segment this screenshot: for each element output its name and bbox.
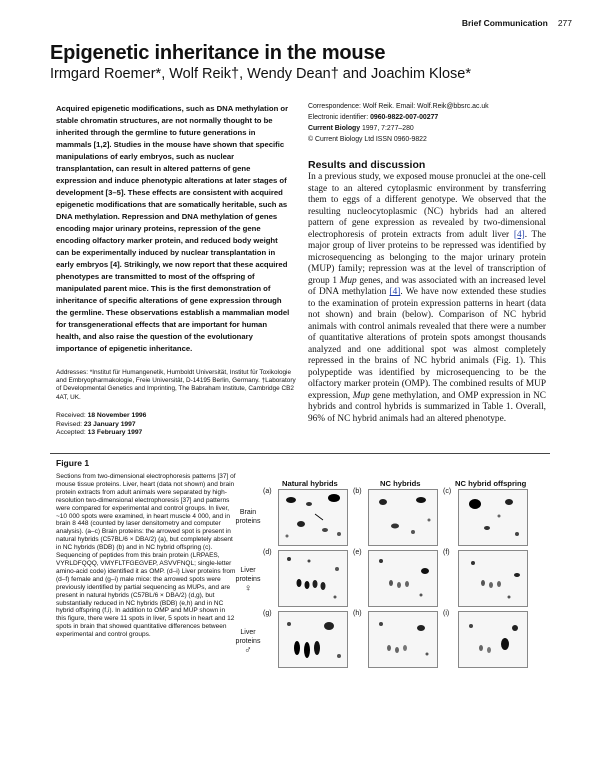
row-label-line: Liver bbox=[240, 567, 256, 574]
body-text-part: . The major group of liver proteins to be repressed was identified by microsequencing as belonging to the major urinary protein (MUP) family; repression was at the level of transcription of group 1 bbox=[308, 229, 547, 286]
column-header-offspring: NC hybrid offspring bbox=[455, 479, 527, 488]
panel-label-c: (c) bbox=[443, 488, 452, 495]
gel-panel-d bbox=[278, 550, 348, 607]
revised-date: 23 January 1997 bbox=[83, 420, 136, 428]
revised-label: Revised: bbox=[56, 420, 83, 428]
journal-name: Current Biology bbox=[308, 125, 361, 132]
accepted-label: Accepted: bbox=[56, 429, 86, 437]
accepted-date: 13 February 1997 bbox=[87, 429, 143, 437]
gel-panel-g bbox=[278, 611, 348, 668]
copyright: © Current Biology Ltd ISSN 0960-9822 bbox=[308, 136, 427, 143]
article-title: Epigenetic inheritance in the mouse bbox=[50, 42, 386, 64]
row-label-liver-female bbox=[232, 566, 264, 593]
column-header-natural: Natural hybrids bbox=[282, 479, 338, 488]
row-label-line: proteins bbox=[235, 576, 261, 583]
running-header bbox=[462, 18, 572, 28]
row-label-line: proteins bbox=[235, 518, 261, 525]
gel-panel-b bbox=[368, 489, 438, 546]
electronic-identifier: 0960-9822-007-00277 bbox=[370, 114, 439, 121]
figure-divider bbox=[50, 453, 550, 454]
dates bbox=[56, 412, 146, 438]
received-label: Received: bbox=[56, 412, 86, 419]
eid-label: Electronic identifier: bbox=[308, 114, 369, 121]
panel-label-i: (i) bbox=[443, 610, 450, 617]
page-number: 277 bbox=[557, 18, 572, 28]
row-label-liver-male bbox=[232, 628, 264, 655]
panel-label-e: (e) bbox=[353, 549, 362, 556]
male-symbol: ♂ bbox=[244, 645, 252, 656]
article-meta bbox=[308, 101, 489, 145]
abstract: Acquired epigenetic modifications, such as DNA methylation or stable chromatin structures, are not normally thought to be inherited through the germline to future generations in mammals [1,2]. Studies in the mouse have shown that specific manipulations of early embryos, such as nuclear transplantation, can result in altered patterns of gene expression and induce phenotypic alterations at later stages of development [3–5]. These effects are consistent with acquired epigenetic modifications that are somatically heritable, such as DNA methylation. Repression and DNA methylation of genes encoding major urinary proteins, repression of the gene encoding olfactory marker protein, and reduced body weight can be experimentally induced by nuclear transplantation in early embryos [4]. Strikingly, we now report that these acquired phenotypes are transmitted to most of the offspring of manipulated parent mice. This is the first demonstration of inheritance of specific alterations of gene expression through the germline. These observations establish a mammalian model for transgenerational effects that are important for human health, and also raise the question of the evolutionary importance of epigenetic inheritance. bbox=[56, 104, 290, 353]
gel-panel-e bbox=[368, 550, 438, 607]
gel-panel-a bbox=[278, 489, 348, 546]
row-label-brain bbox=[232, 508, 264, 526]
panel-label-a: (a) bbox=[263, 488, 272, 495]
author-list: Irmgard Roemer*, Wolf Reik†, Wendy Dean† and Joachim Klose* bbox=[50, 66, 471, 82]
gel-panel-c bbox=[458, 489, 528, 546]
section-name: Brief Communication bbox=[461, 18, 548, 28]
gel-panel-i bbox=[458, 611, 528, 668]
body-text bbox=[308, 172, 546, 425]
received-date: 18 November 1996 bbox=[87, 412, 147, 419]
citation: 1997, 7:277–280 bbox=[362, 125, 414, 132]
panel-label-b: (b) bbox=[353, 488, 362, 495]
figure-label: Figure 1 bbox=[56, 458, 90, 468]
body-text-part: gene methylation, and OMP expression in NC hybrids and control hybrids is summarized in Table 1. Overall, 96% of NC hybrid animals had an altered phenotype. bbox=[308, 390, 547, 424]
female-symbol: ♀ bbox=[244, 583, 252, 594]
correspondence: Correspondence: Wolf Reik. Email: Wolf.Reik@bbsrc.ac.uk bbox=[308, 103, 489, 110]
column-header-nc: NC hybrids bbox=[380, 479, 421, 488]
reference-link[interactable]: [4] bbox=[513, 229, 525, 240]
addresses: Addresses: *Institut für Humangenetik, Humboldt Universität, Institut für Toxikologie and Embryopharmakologie, Freie Universität, D-14195 Berlin, Germany. †Laboratory of Developmental Genetics and Imprinting, The Babraham Institute, Cambridge CB2 4AT, UK. bbox=[56, 369, 296, 401]
panel-label-g: (g) bbox=[263, 610, 272, 617]
panel-label-d: (d) bbox=[263, 549, 272, 556]
row-label-line: proteins bbox=[235, 638, 261, 645]
gel-panel-f bbox=[458, 550, 528, 607]
panel-label-h: (h) bbox=[353, 610, 362, 617]
body-text-part: genes, and was associated with an increased level of DNA methylation bbox=[308, 275, 546, 297]
row-label-line: Liver bbox=[240, 629, 256, 636]
section-heading: Results and discussion bbox=[308, 159, 426, 171]
figure-caption: Sections from two-dimensional electrophoresis patterns [37] of mouse tissue proteins. Liver, heart (data not shown) and brain protein extracts from adult animals were separated by high-resolution two-dimensional electrophoresis [37] and patterns were compared for experimental and control groups. In liver, ~10 000 spots were examined, in heart muscle 4 000, and in brain 8 448 (counted by laser densitometry and computer analysis). (a–c) Brain proteins: the arrowed spot is present in natural hybrids (C57BL/6 × DBA/2) (a), but completely absent in NC hybrids (BDB) (b) and in NC hybrid offspring (c). Sequencing of peptides from this brain protein (LRPAES, VYRLDFQQQ, VMYFLTFGEGVEP, ASVVFNQL; single-letter amino-acid code) identified it as OMP. (d–i) Liver proteins from (d–f) female and (g–i) male mice: the arrowed spots were previously identified by partial sequencing as MUPs, and are present in natural hybrids (C57BL/6 × DBA/2) (d,g), but substantially reduced in NC hybrids (BDB) (e,h) and in NC hybrid offspring (f,i). In addition to OMP and MUP shown in this figure, there were 11 spots in liver, 5 spots in heart and 12 spots in brain that showed quantitative differences between experimental and control groups. bbox=[56, 473, 236, 639]
reference-link[interactable]: [4] bbox=[389, 287, 401, 297]
gel-panel-h bbox=[368, 611, 438, 668]
body-text-part: . We have now extended these studies to the examination of protein expression patterns in heart (data not shown) and brain (below). Comparison of NC hybrid animals with control animals revealed that there were a number of quantitative alterations of protein spots amongst thousands analyzed and one additional spot was almost completely repressed in the brains of NC hybrid animals (Fig. 1). This polypeptide was identified by microsequencing to be the olfactory marker protein (OMP). The combined results of MUP expression, bbox=[308, 287, 546, 401]
body-text-part: In a previous study, we exposed mouse pronuclei at the one-cell stage to an altered cytoplasmic environment by transferring them to eggs of a different genotype. We observed that the resulting nucleocytoplasmic (NC) hybrids had an altered pattern of gene expression as revealed by two-dimensional electrophoresis of protein extracts from adult liver bbox=[308, 172, 546, 240]
gene-name: Mup bbox=[339, 275, 357, 286]
panel-label-f: (f) bbox=[443, 549, 450, 556]
gene-name: Mup bbox=[352, 390, 370, 401]
row-label-line: Brain bbox=[239, 509, 257, 516]
